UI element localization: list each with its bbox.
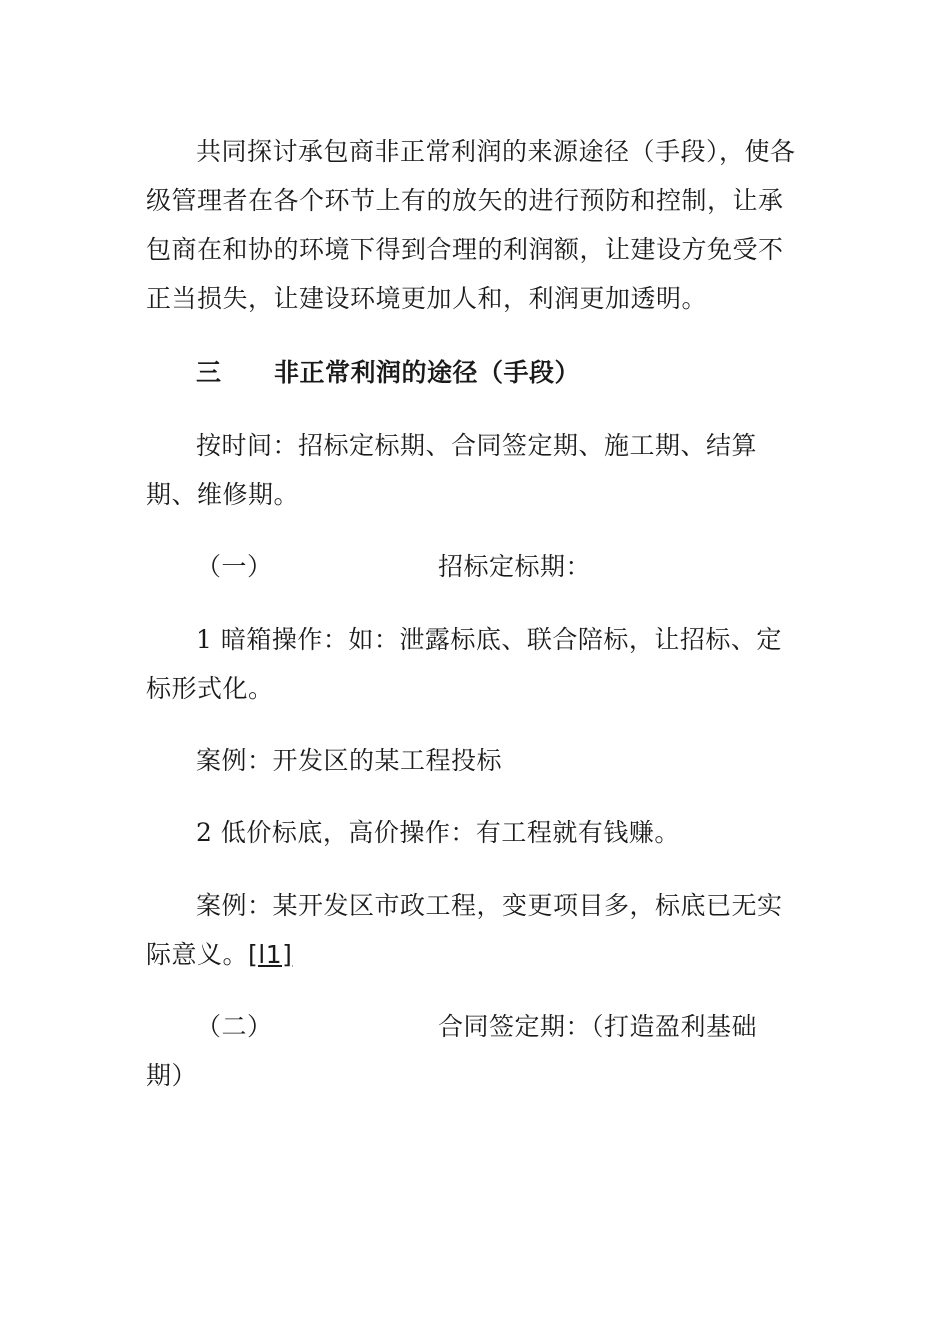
subsection-2-title: 合同签定期：（打造盈利基础 <box>438 1012 758 1041</box>
paragraph-item-1: 1 暗箱操作：如：泄露标底、联合陪标，让招标、定标形式化。 <box>146 625 782 703</box>
case-example-2-text: 案例：某开发区市政工程，变更项目多，标底已无实际意义。 <box>146 891 783 969</box>
subsection-2-title-continued: 期） <box>146 1061 198 1090</box>
paragraph-timeline: 按时间：招标定标期、合同签定期、施工期、结算期、维修期。 <box>146 431 758 509</box>
subsection-1-title: 招标定标期： <box>438 552 592 581</box>
subsection-2 <box>196 1002 273 1051</box>
section-number: 三 <box>196 358 222 387</box>
paragraph-purpose: 共同探讨承包商非正常利润的来源途径（手段），使各级管理者在各个环节上有的放矢的进行预防和控制，让承包商在和协的环境下得到合理的利润额，让建设方免受不正当损失，让建设环境更加人和，利润更加透明。 <box>146 137 796 313</box>
subsection-1 <box>196 542 273 591</box>
subsection-number: （一） <box>196 552 273 581</box>
case-example-2 <box>146 881 806 979</box>
case-example-1: 案例：开发区的某工程投标 <box>196 746 503 775</box>
paragraph-item-2: 2 低价标底，高价操作：有工程就有钱赚。 <box>196 818 680 847</box>
section-heading-3 <box>196 348 580 397</box>
comment-reference-link[interactable]: [l1] <box>248 940 293 969</box>
section-title: 非正常利润的途径（手段） <box>273 358 580 387</box>
subsection-number: （二） <box>196 1012 273 1041</box>
